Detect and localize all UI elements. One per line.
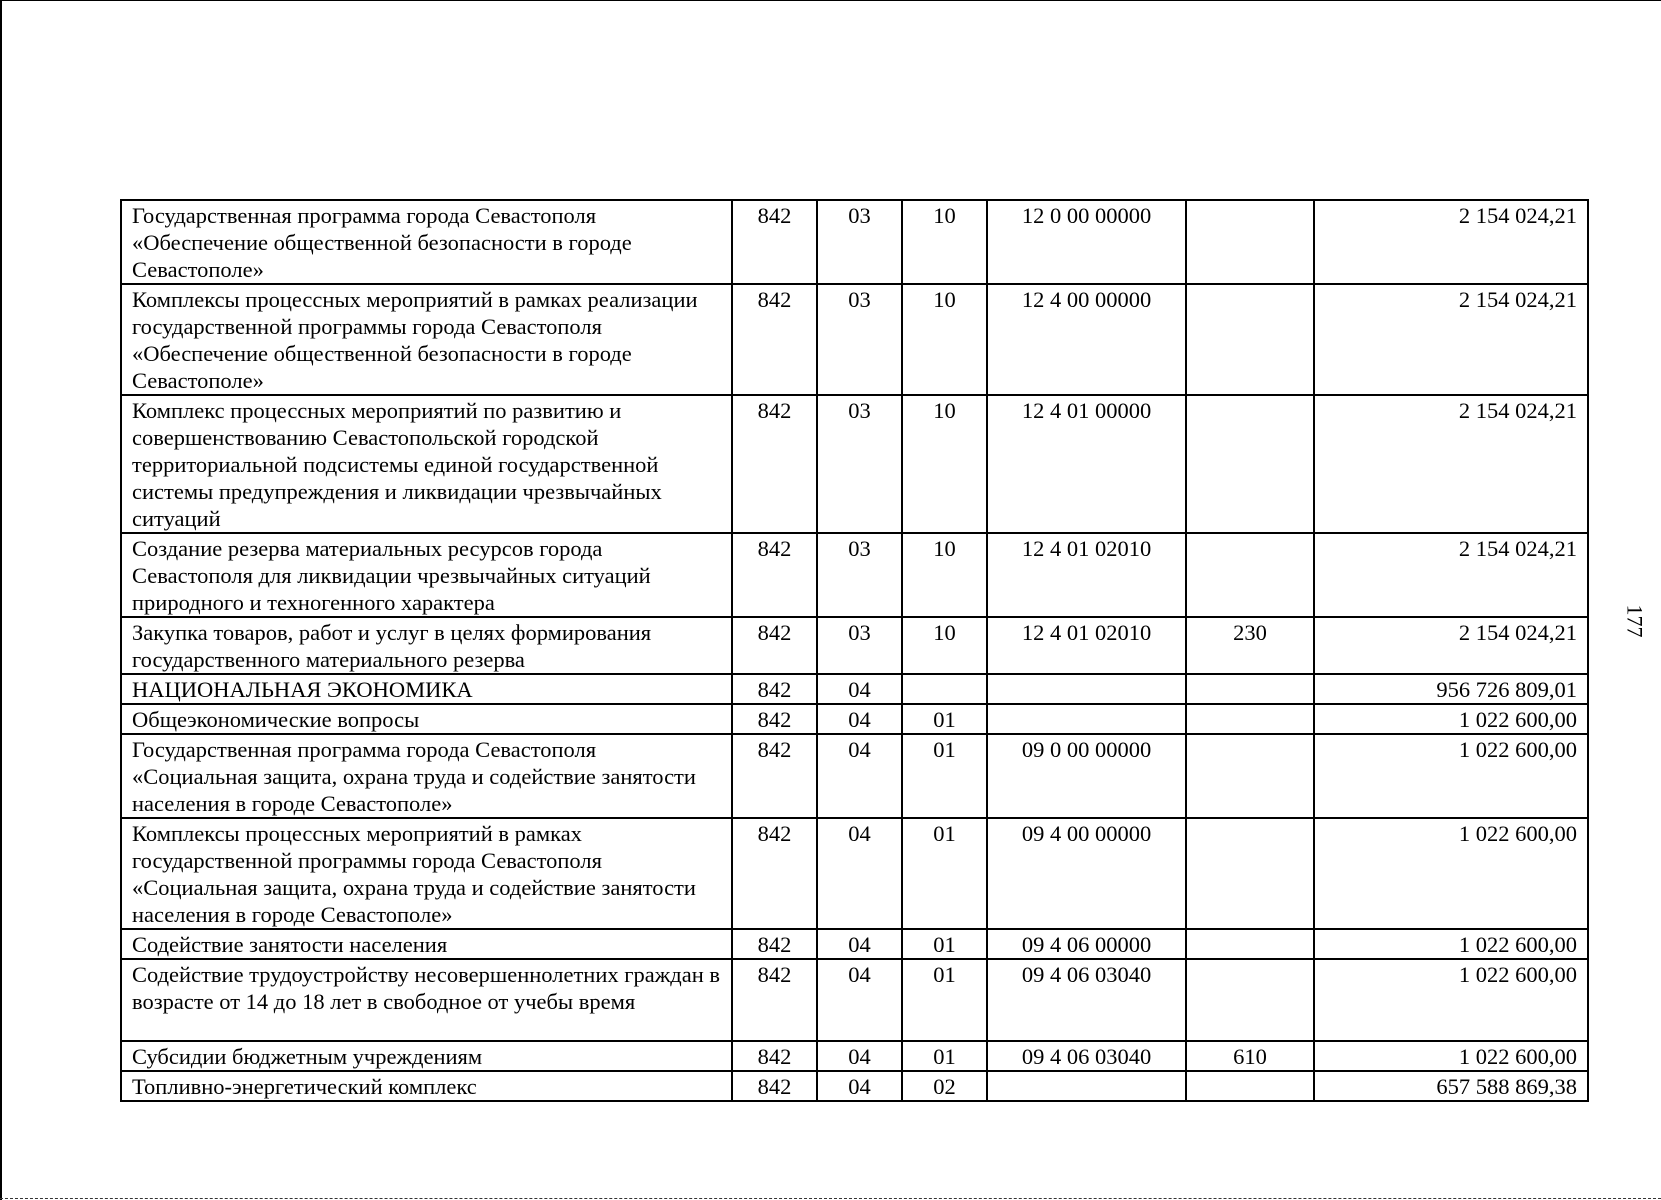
- row-amount: 2 154 024,21: [1314, 617, 1588, 674]
- row-section-code: 04: [817, 734, 902, 818]
- row-expense-type: [1186, 704, 1314, 734]
- table-row: [121, 818, 1588, 929]
- row-amount: 2 154 024,21: [1314, 284, 1588, 395]
- row-amount: 2 154 024,21: [1314, 395, 1588, 533]
- row-target-article: 12 0 00 00000: [987, 200, 1186, 284]
- row-department-code: 842: [732, 395, 817, 533]
- row-amount: 1 022 600,00: [1314, 929, 1588, 959]
- row-section-code: 03: [817, 617, 902, 674]
- scan-edge-bottom: [0, 1198, 1661, 1199]
- row-department-code: 842: [732, 617, 817, 674]
- row-department-code: 842: [732, 284, 817, 395]
- row-target-article: [987, 674, 1186, 704]
- row-name: Создание резерва материальных ресурсов города Севастополя для ликвидации чрезвычайных ситуаций природного и техногенного характера: [121, 533, 732, 617]
- row-department-code: 842: [732, 959, 817, 1041]
- row-name: Закупка товаров, работ и услуг в целях формирования государственного материального резерва: [121, 617, 732, 674]
- row-target-article: 12 4 01 02010: [987, 533, 1186, 617]
- table-row: [121, 395, 1588, 533]
- row-subsection-code: 01: [902, 704, 987, 734]
- row-target-article: [987, 1071, 1186, 1101]
- row-expense-type: [1186, 200, 1314, 284]
- row-target-article: 09 4 06 03040: [987, 959, 1186, 1041]
- row-name: Комплексы процессных мероприятий в рамках реализации государственной программы города Севастополя «Обеспечение общественной безопасности в городе Севастополе»: [121, 284, 732, 395]
- row-target-article: [987, 704, 1186, 734]
- row-amount: 657 588 869,38: [1314, 1071, 1588, 1101]
- row-target-article: 12 4 01 02010: [987, 617, 1186, 674]
- row-subsection-code: [902, 674, 987, 704]
- scan-edge-left: [0, 0, 2, 1200]
- table-row: [121, 284, 1588, 395]
- row-subsection-code: 01: [902, 734, 987, 818]
- row-section-code: 04: [817, 929, 902, 959]
- row-subsection-code: 10: [902, 284, 987, 395]
- row-name: Государственная программа города Севастополя «Социальная защита, охрана труда и содействие занятости населения в городе Севастополе»: [121, 734, 732, 818]
- row-subsection-code: 10: [902, 395, 987, 533]
- row-department-code: 842: [732, 200, 817, 284]
- row-amount: 2 154 024,21: [1314, 200, 1588, 284]
- row-section-code: 04: [817, 818, 902, 929]
- row-department-code: 842: [732, 674, 817, 704]
- row-section-code: 04: [817, 1071, 902, 1101]
- row-amount: 2 154 024,21: [1314, 533, 1588, 617]
- row-subsection-code: 10: [902, 533, 987, 617]
- row-expense-type: 610: [1186, 1041, 1314, 1071]
- row-name: Государственная программа города Севастополя «Обеспечение общественной безопасности в городе Севастополе»: [121, 200, 732, 284]
- row-section-code: 03: [817, 200, 902, 284]
- row-department-code: 842: [732, 704, 817, 734]
- row-name: Комплексы процессных мероприятий в рамках государственной программы города Севастополя «Социальная защита, охрана труда и содействие занятости населения в городе Севастополе»: [121, 818, 732, 929]
- table-row: [121, 929, 1588, 959]
- row-expense-type: [1186, 533, 1314, 617]
- row-name: Содействие трудоустройству несовершеннолетних граждан в возрасте от 14 до 18 лет в свободное от учебы время: [121, 959, 732, 1041]
- row-expense-type: [1186, 959, 1314, 1041]
- row-target-article: 09 4 06 03040: [987, 1041, 1186, 1071]
- budget-table: [120, 199, 1589, 1102]
- row-target-article: 12 4 01 00000: [987, 395, 1186, 533]
- row-amount: 1 022 600,00: [1314, 959, 1588, 1041]
- table-row: [121, 704, 1588, 734]
- table-row: [121, 617, 1588, 674]
- row-name: Содействие занятости населения: [121, 929, 732, 959]
- row-target-article: 12 4 00 00000: [987, 284, 1186, 395]
- row-department-code: 842: [732, 929, 817, 959]
- page-number: 177: [1622, 604, 1648, 638]
- budget-table-body: [121, 200, 1588, 1101]
- row-name: Субсидии бюджетным учреждениям: [121, 1041, 732, 1071]
- table-row: [121, 533, 1588, 617]
- row-section-code: 03: [817, 533, 902, 617]
- row-subsection-code: 01: [902, 1041, 987, 1071]
- row-section-code: 04: [817, 1041, 902, 1071]
- row-subsection-code: 01: [902, 959, 987, 1041]
- row-expense-type: [1186, 818, 1314, 929]
- row-amount: 1 022 600,00: [1314, 734, 1588, 818]
- table-row: [121, 1041, 1588, 1071]
- row-amount: 1 022 600,00: [1314, 1041, 1588, 1071]
- row-name: Общеэкономические вопросы: [121, 704, 732, 734]
- row-target-article: 09 0 00 00000: [987, 734, 1186, 818]
- row-section-code: 04: [817, 704, 902, 734]
- row-subsection-code: 02: [902, 1071, 987, 1101]
- row-section-code: 04: [817, 959, 902, 1041]
- row-name: Топливно-энергетический комплекс: [121, 1071, 732, 1101]
- row-target-article: 09 4 06 00000: [987, 929, 1186, 959]
- row-subsection-code: 10: [902, 617, 987, 674]
- row-expense-type: [1186, 674, 1314, 704]
- row-expense-type: [1186, 734, 1314, 818]
- table-row: [121, 674, 1588, 704]
- row-target-article: 09 4 00 00000: [987, 818, 1186, 929]
- row-section-code: 03: [817, 284, 902, 395]
- row-department-code: 842: [732, 1071, 817, 1101]
- table-row: [121, 734, 1588, 818]
- row-expense-type: [1186, 284, 1314, 395]
- table-row: [121, 1071, 1588, 1101]
- table-row: [121, 959, 1588, 1041]
- row-department-code: 842: [732, 734, 817, 818]
- row-amount: 1 022 600,00: [1314, 704, 1588, 734]
- row-subsection-code: 10: [902, 200, 987, 284]
- row-department-code: 842: [732, 818, 817, 929]
- row-amount: 1 022 600,00: [1314, 818, 1588, 929]
- row-department-code: 842: [732, 1041, 817, 1071]
- row-expense-type: [1186, 395, 1314, 533]
- row-section-code: 03: [817, 395, 902, 533]
- row-expense-type: [1186, 1071, 1314, 1101]
- row-subsection-code: 01: [902, 818, 987, 929]
- row-section-code: 04: [817, 674, 902, 704]
- row-amount: 956 726 809,01: [1314, 674, 1588, 704]
- row-expense-type: [1186, 929, 1314, 959]
- table-row: [121, 200, 1588, 284]
- scan-edge-top: [0, 0, 1661, 1]
- row-name: Комплекс процессных мероприятий по развитию и совершенствованию Севастопольской городской территориальной подсистемы единой государственной системы предупреждения и ликвидации чрезвычайных ситуаций: [121, 395, 732, 533]
- row-subsection-code: 01: [902, 929, 987, 959]
- row-name: НАЦИОНАЛЬНАЯ ЭКОНОМИКА: [121, 674, 732, 704]
- row-department-code: 842: [732, 533, 817, 617]
- row-expense-type: 230: [1186, 617, 1314, 674]
